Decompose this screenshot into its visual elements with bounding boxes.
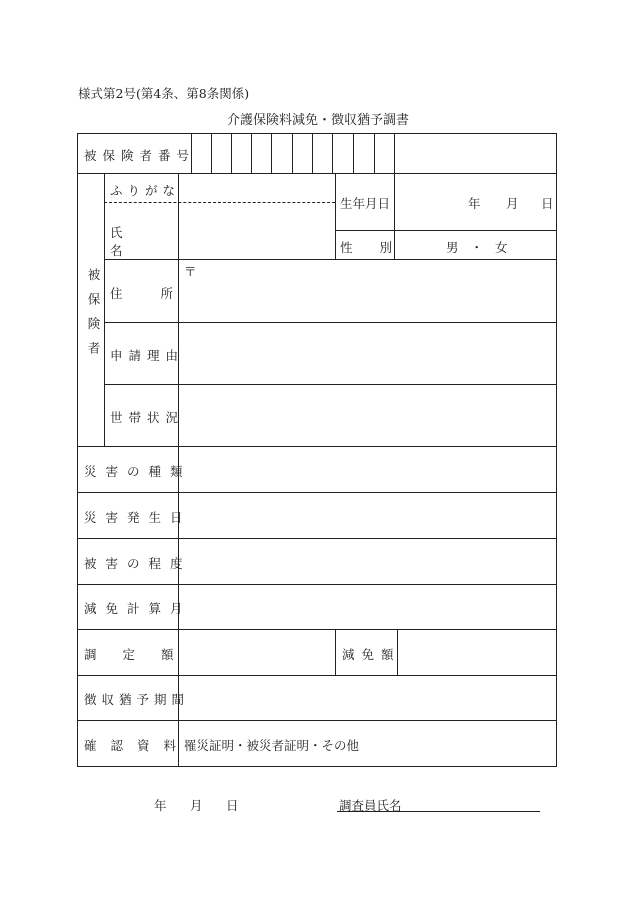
table-border-left [77,133,78,766]
form-number: 様式第2号(第4条、第8条関係) [78,86,250,101]
label-confirmation-docs: 確認資料 [84,738,191,753]
label-disaster-type: 災害の種類 [84,464,192,479]
damage-degree-field[interactable] [179,539,555,583]
table-line [335,629,336,675]
footer-month-label: 月 [190,798,203,813]
table-line [335,230,557,231]
table-line [335,173,336,259]
label-insured-number: 被保険者番号 [84,148,196,163]
table-border-right [556,133,557,766]
footer-day-label: 日 [226,798,239,813]
form-title: 介護保険料減免・徴収猶予調書 [227,113,410,128]
birthdate-year-label: 年 [468,196,481,211]
household-field[interactable] [179,385,555,445]
table-line [104,259,557,260]
name-field[interactable] [179,203,334,258]
sex-options[interactable]: 男 ・ 女 [446,240,512,255]
label-damage-degree: 被害の程度 [84,556,192,571]
number-box-line [292,133,293,173]
label-reduction-amount: 減免額 [342,647,401,662]
table-line [77,720,557,721]
assessed-amount-field[interactable] [179,630,334,674]
table-line [104,173,105,446]
disaster-type-field[interactable] [179,447,555,491]
label-disaster-date: 災害発生日 [84,510,192,525]
label-assessed-amount: 調定額 [84,647,200,662]
label-insured-person: 被保険者 [86,268,101,366]
reason-field[interactable] [179,323,555,383]
footer-year-label: 年 [154,798,167,813]
number-box-line [353,133,354,173]
number-box-line [312,133,313,173]
investigator-signature-line[interactable] [337,811,540,812]
label-deferral-period: 徴収猶予期間 [84,692,190,707]
number-box-line [332,133,333,173]
label-furigana: ふりがな [110,183,181,198]
label-reduction-month: 減免計算月 [84,601,192,616]
number-box-line [271,133,272,173]
birthdate-day-label: 日 [541,196,554,211]
label-sex: 性別 [340,240,420,255]
label-birthdate: 生年月日 [340,196,391,211]
deferral-period-field[interactable] [179,676,555,719]
disaster-date-field[interactable] [179,493,555,537]
number-box-line [251,133,252,173]
birthdate-month-label: 月 [506,196,519,211]
investigator-label: 調査員氏名 [339,798,402,813]
number-box-line [211,133,212,173]
number-box-line [374,133,375,173]
furigana-field[interactable] [179,174,334,202]
reduction-amount-field[interactable] [398,630,555,674]
table-border-top [77,133,557,134]
address-field[interactable] [179,275,555,321]
label-reason: 申請理由 [110,348,185,363]
confirmation-docs-value: 罹災証明・被災者証明・その他 [184,738,360,753]
postal-mark: 〒 [184,264,197,279]
number-box-line [394,133,395,173]
label-name [110,223,172,259]
label-address: 住所 [110,286,212,301]
table-border-bottom [77,766,557,767]
label-name-text: 氏名 [110,225,161,258]
reduction-month-field[interactable] [179,585,555,628]
number-box-line [231,133,232,173]
label-household: 世帯状況 [110,410,185,425]
